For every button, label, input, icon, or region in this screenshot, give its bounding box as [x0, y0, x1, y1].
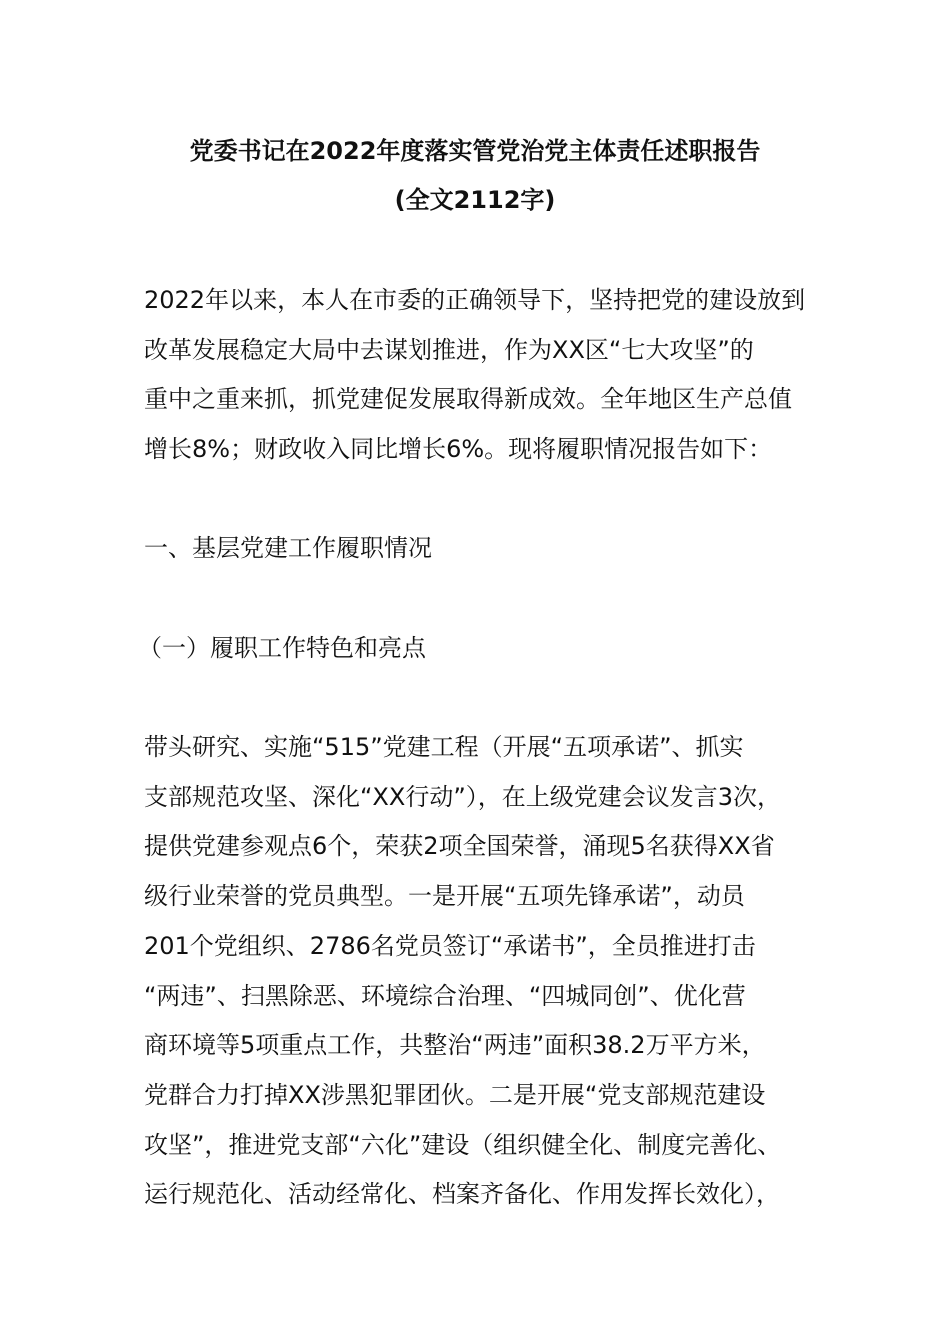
section-heading: 一、基层党建工作履职情况 [144, 534, 432, 562]
body-line: 级行业荣誉的党员典型。一是开展“五项先锋承诺”，动员 [144, 882, 745, 910]
intro-line: 重中之重来抓，抓党建促发展取得新成效。全年地区生产总值 [144, 385, 792, 413]
document-subtitle: (全文2112字) [394, 186, 556, 214]
body-line: 运行规范化、活动经常化、档案齐备化、作用发挥长效化）， [144, 1180, 780, 1208]
body-line: “两违”、扫黑除恶、环境综合治理、“四城同创”、优化营 [144, 982, 746, 1010]
body-line: 支部规范攻坚、深化“XX行动”），在上级党建会议发言3次， [144, 783, 782, 811]
intro-line: 改革发展稳定大局中去谋划推进，作为XX区“七大攻坚”的 [144, 336, 754, 364]
body-line: 提供党建参观点6个，荣获2项全国荣誉，涌现5名获得XX省 [144, 832, 775, 860]
body-line: 带头研究、实施“515”党建工程（开展“五项承诺”、抓实 [144, 733, 744, 761]
body-line: 攻坚”，推进党支部“六化”建设（组织健全化、制度完善化、 [144, 1131, 782, 1159]
body-line: 201个党组织、2786名党员签订“承诺书”，全员推进打击 [144, 932, 756, 960]
subsection-heading: （一）履职工作特色和亮点 [138, 634, 426, 662]
intro-line: 2022年以来，本人在市委的正确领导下，坚持把党的建设放到 [144, 286, 806, 314]
document-title: 党委书记在2022年度落实管党治党主体责任述职报告 [189, 137, 761, 165]
intro-line: 增长8%；财政收入同比增长6%。现将履职情况报告如下： [144, 435, 773, 463]
body-line: 商环境等5项重点工作，共整治“两违”面积38.2万平方米， [144, 1031, 766, 1059]
body-line: 党群合力打掉XX涉黑犯罪团伙。二是开展“党支部规范建设 [144, 1081, 766, 1109]
